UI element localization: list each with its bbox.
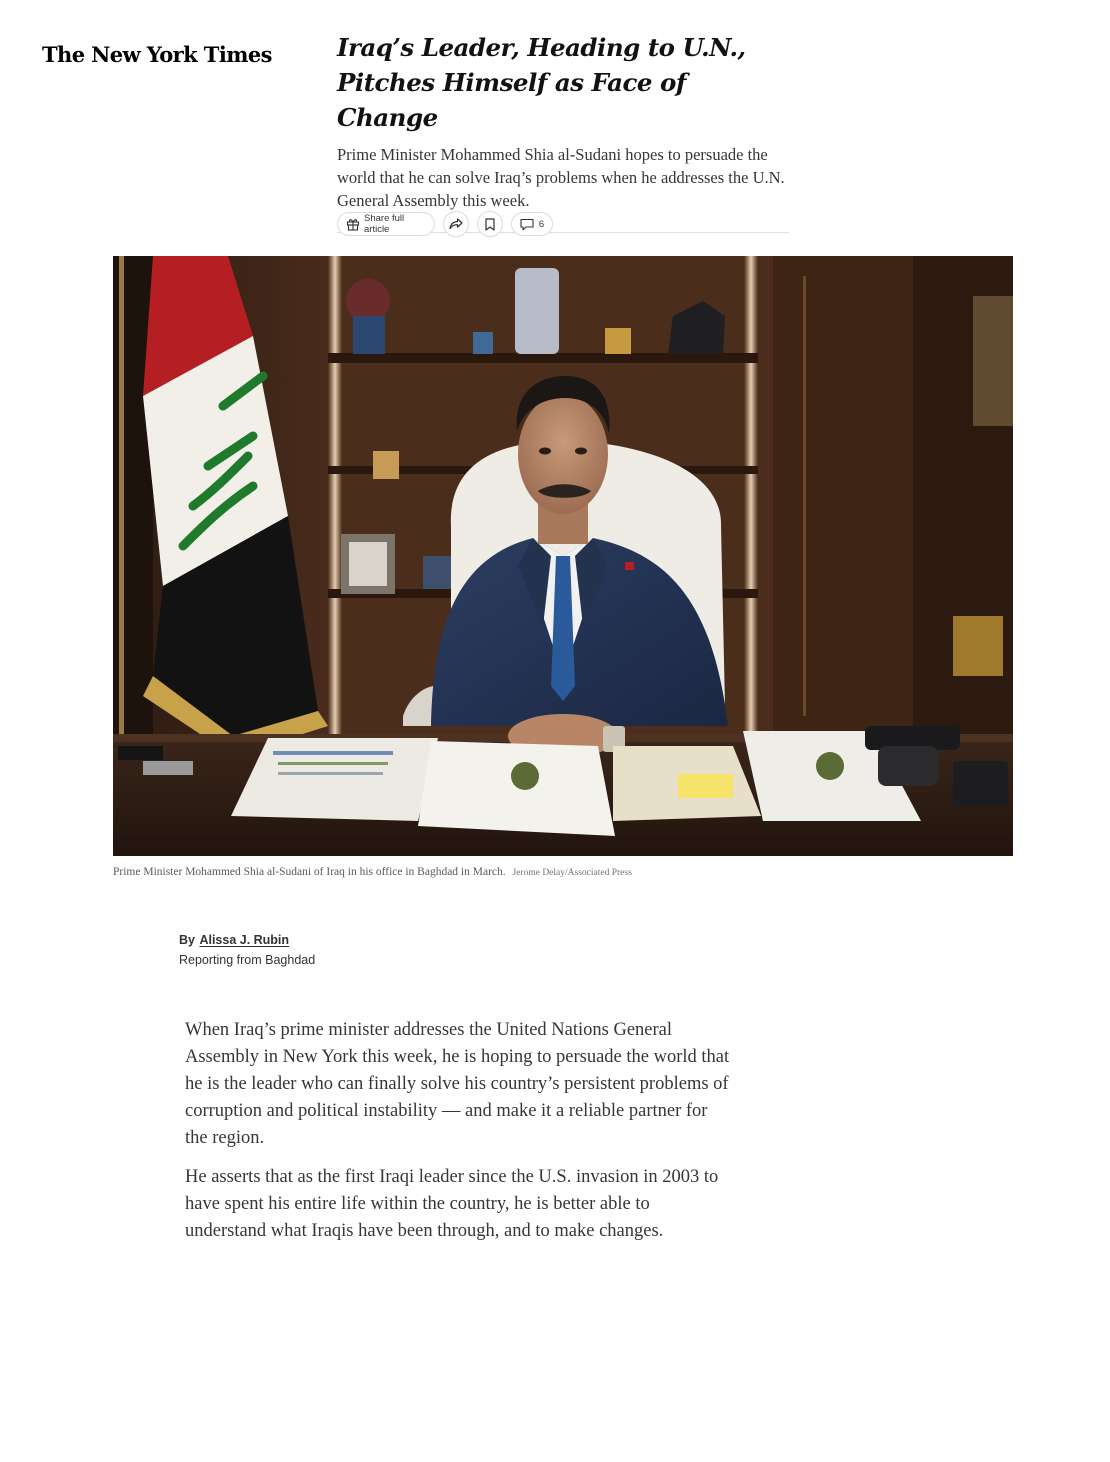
byline <box>179 931 315 967</box>
gift-icon <box>346 217 360 231</box>
nyt-logo[interactable]: The New York Times <box>42 42 272 67</box>
lead-photo <box>113 256 1013 856</box>
bookmark-icon <box>485 218 495 231</box>
comments-button[interactable] <box>511 212 553 236</box>
share-button[interactable] <box>443 211 469 237</box>
article-headline: Iraq’s Leader, Heading to U.N., Pitches Himself as Face of Change <box>337 33 746 132</box>
share-full-article-button[interactable] <box>337 212 435 236</box>
comment-bubble-icon <box>520 218 534 231</box>
share-arrow-icon <box>449 218 463 230</box>
body-paragraph: He asserts that as the first Iraqi leader since the U.S. invasion in 2003 to have spent his entire life within the country, he is better able to understand what Iraqis have been through, and to make changes. <box>185 1167 719 1241</box>
body-paragraph: When Iraq’s prime minister addresses the United Nations General Assembly in New York this week, he is hoping to persuade the world that he is the leader who can finally solve his country’s persistent problems of corruption and political instability — and make it a reliable partner for the region. <box>185 1020 730 1148</box>
share-full-article-label: Share full article <box>364 213 405 235</box>
article-body <box>185 1017 730 1257</box>
comment-count: 6 <box>538 218 545 230</box>
article-summary: Prime Minister Mohammed Shia al-Sudani hopes to persuade the world that he can solve Iraq’s problems when he addresses the U.N. General Assembly this week. <box>337 145 785 210</box>
save-article-button[interactable] <box>477 211 503 237</box>
author-link[interactable]: Alissa J. Rubin <box>199 933 290 947</box>
dateline: Reporting from Baghdad <box>179 953 316 967</box>
article-header <box>337 30 789 233</box>
photo-caption-line <box>113 866 1013 878</box>
byline-prefix: By <box>179 933 195 947</box>
share-toolbar <box>337 211 553 237</box>
photo-credit: Jerome Delay/Associated Press <box>512 868 632 878</box>
photo-caption: Prime Minister Mohammed Shia al-Sudani of Iraq in his office in Baghdad in March. <box>113 866 506 878</box>
